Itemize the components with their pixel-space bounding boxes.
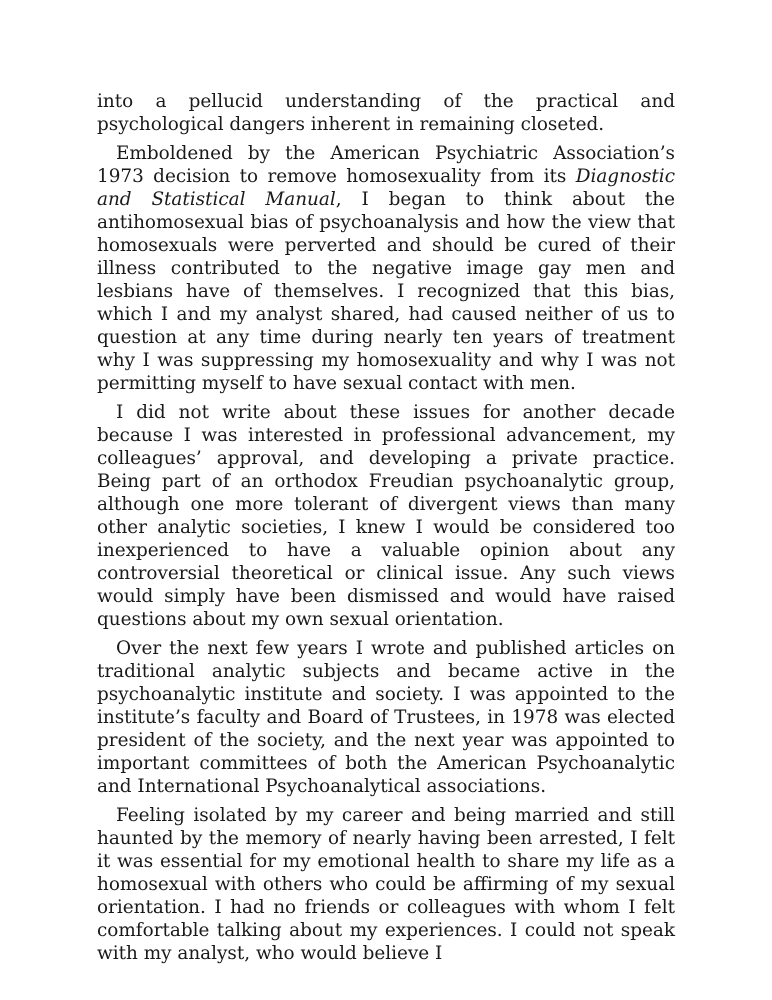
paragraph-1 — [97, 90, 675, 136]
paragraph-4 — [97, 637, 675, 798]
document-page — [97, 90, 675, 971]
paragraph-1-text: into a pellucid understanding of the practical and psychological dangers inherent in remaining closeted. — [97, 91, 675, 135]
paragraph-5 — [97, 804, 675, 965]
paragraph-5-text: Feeling isolated by my career and being married and still haunted by the memory of nearly having been arrested, I felt it was essential for my emotional health to share my life as a homosexual with others who could be affirming of my sexual orientation. I had no friends or colleagues with whom I felt comfortable talking about my experiences. I could not speak with my analyst, who would believe I — [97, 805, 675, 964]
paragraph-3-text: I did not write about these issues for another decade because I was interested in professional advancement, my colleagues’ approval, and developing a private practice. Being part of an orthodox Freudian psychoanalytic group, although one more tolerant of divergent views than many other analytic societies, I knew I would be considered too inexperienced to have a valuable opinion about any controversial theoretical or clinical issue. Any such views would simply have been dismissed and would have raised questions about my own sexual orientation. — [97, 402, 675, 630]
paragraph-3 — [97, 401, 675, 631]
paragraph-2 — [97, 142, 675, 395]
paragraph-2-text-b: , I began to think about the antihomosexual bias of psychoanalysis and how the view that homosexuals were perverted and should be cured of their illness contributed to the negative image gay men and lesbians have of themselves. I recognized that this bias, which I and my analyst shared, had caused neither of us to question at any time during nearly ten years of treatment why I was suppressing my homosexuality and why I was not permitting myself to have sexual contact with men. — [97, 189, 676, 394]
paragraph-2-text-a: Emboldened by the American Psychiatric Association’s 1973 decision to remove homosexuality from its — [97, 143, 675, 187]
book-title-italic: Diagnostic and Statistical Manual — [97, 166, 675, 210]
paragraph-4-text: Over the next few years I wrote and published articles on traditional analytic subjects and became active in the psychoanalytic institute and society. I was appointed to the institute’s faculty and Board of Trustees, in 1978 was elected president of the society, and the next year was appointed to important committees of both the American Psychoanalytic and International Psychoanalytical associations. — [97, 638, 675, 797]
